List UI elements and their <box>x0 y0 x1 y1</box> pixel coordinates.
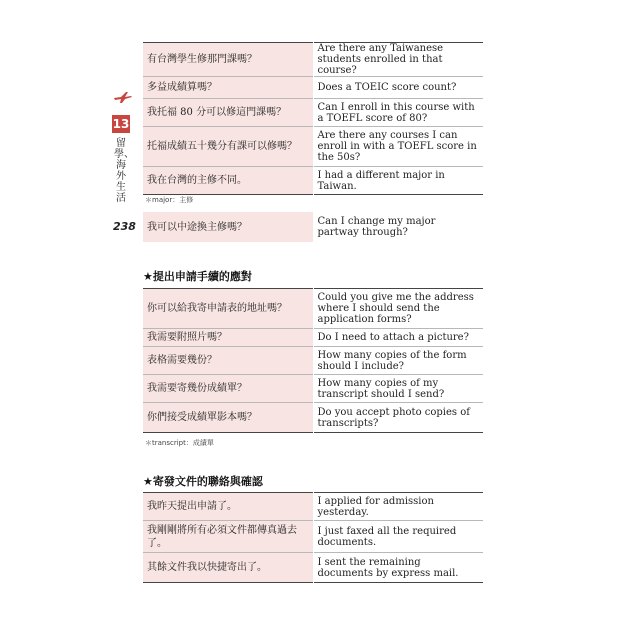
table-row <box>143 167 483 195</box>
phrase-table-1 <box>143 42 483 195</box>
chinese-phrase: 托福成績五十幾分有課可以修嗎？ <box>143 127 313 167</box>
chinese-phrase: 我可以中途換主修嗎？ <box>143 212 313 242</box>
chinese-phrase: 我剛剛將所有必須文件都傳真過去了。 <box>143 521 313 553</box>
english-phrase: I just faxed all the required documents. <box>317 525 457 548</box>
english-phrase: How many copies of my transcript should I send? <box>317 377 445 400</box>
page-number: 238 <box>113 220 136 233</box>
chinese-phrase: 我昨天提出申請了。 <box>143 493 313 521</box>
vocab-note: ＊transcript：成績單 <box>145 439 214 447</box>
table-row <box>143 127 483 167</box>
table-row <box>143 493 483 521</box>
table-row <box>143 43 483 77</box>
chinese-phrase: 有台灣學生修那門課嗎？ <box>143 43 313 77</box>
table-row <box>143 521 483 553</box>
chinese-phrase: 我需要附照片嗎？ <box>143 329 313 347</box>
english-phrase: Are there any courses I can enroll in with a TOEFL score in the 50s? <box>317 130 477 163</box>
english-phrase: Can I change my major partway through? <box>317 216 436 238</box>
chinese-phrase: 我托福 80 分可以修這門課嗎？ <box>143 99 313 127</box>
table-row <box>143 403 483 433</box>
chinese-phrase: 你們接受成績單影本嗎？ <box>143 403 313 433</box>
english-phrase: How many copies of the form should I include? <box>317 349 467 372</box>
phrase-table-2 <box>143 288 483 433</box>
table-row <box>143 212 483 242</box>
section-title: ★提出申請手續的應對 <box>143 270 252 283</box>
table-row <box>143 329 483 347</box>
table-row <box>143 375 483 403</box>
airplane-icon <box>113 90 133 104</box>
chapter-title: 留學、海外生活 <box>114 138 134 204</box>
chinese-phrase: 其餘文件我以快捷寄出了。 <box>143 553 313 583</box>
table-row <box>143 289 483 329</box>
chinese-phrase: 你可以給我寄申請表的地址嗎？ <box>143 289 313 329</box>
chinese-phrase: 多益成績算嗎？ <box>143 77 313 99</box>
english-phrase: I had a different major in Taiwan. <box>317 169 445 192</box>
english-phrase: Does a TOEIC score count? <box>317 82 457 93</box>
section-title: ★寄發文件的聯絡與確認 <box>143 475 263 488</box>
english-phrase: Are there any Taiwanese students enrolled in that course? <box>317 43 444 76</box>
table-row <box>143 99 483 127</box>
english-phrase: I applied for admission yesterday. <box>317 495 434 518</box>
english-phrase: Do you accept photo copies of transcripts? <box>317 406 470 429</box>
vocab-note: ＊major：主修 <box>145 196 194 204</box>
english-phrase: Can I enroll in this course with a TOEFL score of 80? <box>317 101 475 124</box>
chapter-number: 13 <box>112 117 130 131</box>
chinese-phrase: 我在台灣的主修不同。 <box>143 167 313 195</box>
chinese-phrase: 表格需要幾份？ <box>143 347 313 375</box>
english-phrase: Do I need to attach a picture? <box>317 332 469 343</box>
phrase-table-3 <box>143 492 483 583</box>
chinese-phrase: 我需要寄幾份成績單？ <box>143 375 313 403</box>
english-phrase: Could you give me the address where I should send the application forms? <box>317 292 474 325</box>
english-phrase: I sent the remaining documents by express mail. <box>317 556 459 579</box>
table-row <box>143 553 483 583</box>
phrase-table-1b <box>143 212 483 242</box>
table-row <box>143 77 483 99</box>
table-row <box>143 347 483 375</box>
